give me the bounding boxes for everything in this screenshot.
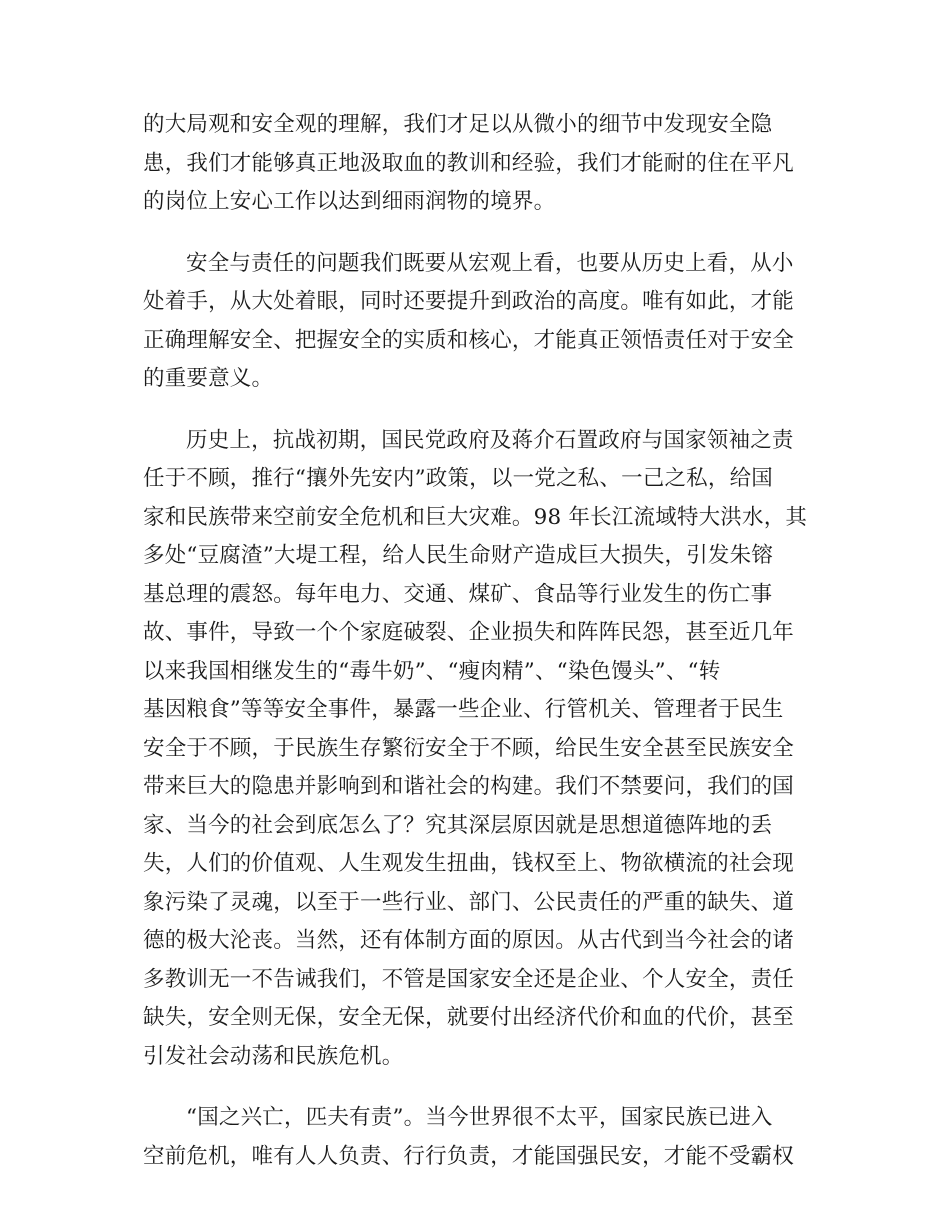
text-line: 基因粮食”等等安全事件，暴露一些企业、行管机关、管理者于民生: [143, 697, 784, 722]
text-line: 家和民族带来空前安全危机和巨大灾难。98 年长江流域特大洪水，其: [143, 504, 808, 530]
text-line: 以来我国相继发生的“毒牛奶”、“瘦肉精”、“染色馒头”、“转: [143, 658, 721, 684]
text-line: 的大局观和安全观的理解，我们才足以从微小的细节中发现安全隐: [143, 112, 773, 137]
text-line: 安全与责任的问题我们既要从宏观上看，也要从历史上看，从小: [186, 250, 794, 276]
text-line: 德的极大沦丧。当然，还有体制方面的原因。从古代到当今社会的诸: [143, 928, 795, 953]
paragraph-3: [143, 422, 808, 1077]
paragraph-1: [143, 106, 808, 222]
paragraph-2: [143, 245, 808, 399]
text-line: 多处“豆腐渣”大堤工程，给人民生命财产造成巨大损失，引发朱镕: [143, 543, 773, 568]
text-line: 患，我们才能够真正地汲取血的教训和经验，我们才能耐的住在平凡: [143, 150, 795, 176]
text-line: 的岗位上安心工作以达到细雨润物的境界。: [143, 189, 556, 214]
text-line: 任于不顾，推行“攘外先安内”政策，以一党之私、一己之私，给国: [143, 466, 773, 491]
text-line: “国之兴亡，匹夫有责”。当今世界很不太平，国家民族已进入: [186, 1105, 773, 1130]
text-line: 历史上，抗战初期，国民党政府及蒋介石置政府与国家领袖之责: [186, 427, 794, 453]
text-line: 故、事件，导致一个个家庭破裂、企业损失和阵阵民怨，甚至近几年: [143, 620, 795, 645]
text-line: 失，人们的价值观、人生观发生扭曲，钱权至上、物欲横流的社会现: [143, 851, 795, 876]
text-line: 带来巨大的隐患并影响到和谐社会的构建。我们不禁要问，我们的国: [143, 774, 795, 799]
text-line: 正确理解安全、把握安全的实质和核心，才能真正领悟责任对于安全: [143, 327, 795, 353]
text-line: 缺失，安全则无保，安全无保，就要付出经济代价和血的代价，甚至: [143, 1005, 795, 1030]
text-line: 引发社会动荡和民族危机。: [143, 1043, 404, 1069]
document-body: [143, 106, 808, 1176]
text-line: 家、当今的社会到底怎么了？究其深层原因就是思想道德阵地的丢: [143, 812, 773, 838]
paragraph-4: [143, 1099, 808, 1176]
text-line: 的重要意义。: [143, 366, 274, 391]
text-line: 空前危机，唯有人人负责、行行负责，才能国强民安，才能不受霸权: [143, 1143, 795, 1169]
text-line: 基总理的震怒。每年电力、交通、煤矿、食品等行业发生的伤亡事: [143, 581, 773, 607]
text-line: 处着手，从大处着眼，同时还要提升到政治的高度。唯有如此，才能: [143, 289, 795, 314]
text-line: 象污染了灵魂，以至于一些行业、部门、公民责任的严重的缺失、道: [143, 889, 795, 915]
text-line: 多教训无一不告诫我们，不管是国家安全还是企业、个人安全，责任: [143, 966, 795, 992]
text-line: 安全于不顾，于民族生存繁衍安全于不顾，给民生安全甚至民族安全: [143, 735, 795, 761]
